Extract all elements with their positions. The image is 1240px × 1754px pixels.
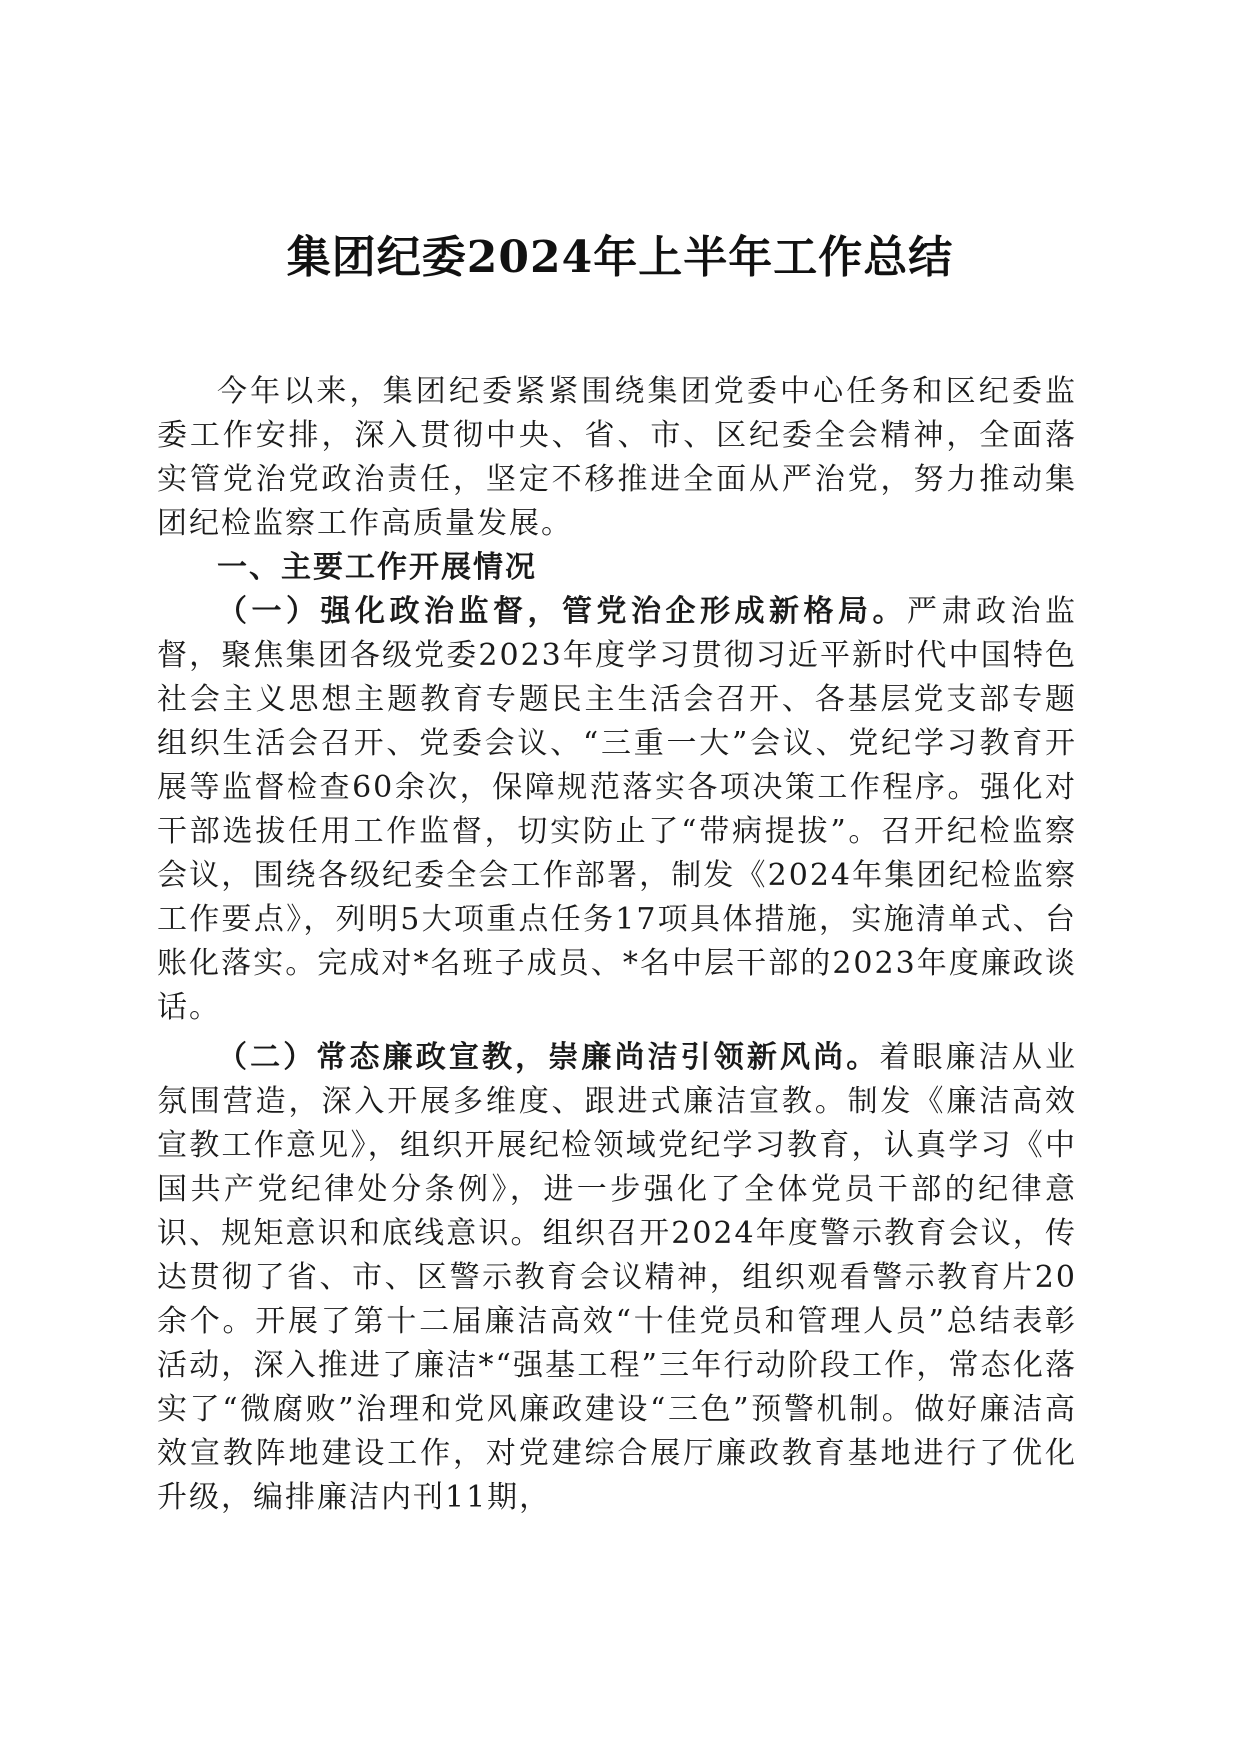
item-1-body: 严肃政治监督，聚焦集团各级党委2023年度学习贯彻习近平新时代中国特色社会主义思想主题教育专题民主生活会召开、各基层党支部专题组织生活会召开、党委会议、“三重一大”会议、党纪学习教育开展等监督检查60余次，保障规范落实各项决策工作程序。强化对干部选拔任用工作监督，切实防止了“带病提拔”。召开纪检监察会议，围绕各级纪委全会工作部署，制发《2024年集团纪检监察工作要点》，列明5大项重点任务17项具体措施，实施清单式、台账化落实。完成对*名班子成员、*名中层干部的2023年度廉政谈话。 (157, 594, 1077, 1025)
section-heading: 一、主要工作开展情况 (217, 550, 537, 585)
item-2-heading: （二）常态廉政宣教，崇廉尚洁引领新风尚。 (217, 1040, 880, 1075)
document-title: 集团纪委2024年上半年工作总结 (286, 232, 954, 283)
document-body (157, 370, 1077, 1520)
item-1-paragraph (157, 590, 1077, 1030)
item-1-heading: （一）强化政治监督，管党治企形成新格局。 (217, 594, 907, 629)
item-2-body: 着眼廉洁从业氛围营造，深入开展多维度、跟进式廉洁宣教。制发《廉洁高效宣教工作意见》，组织开展纪检领域党纪学习教育，认真学习《中国共产党纪律处分条例》，进一步强化了全体党员干部的纪律意识、规矩意识和底线意识。组织召开2024年度警示教育会议，传达贯彻了省、市、区警示教育会议精神，组织观看警示教育片20余个。开展了第十二届廉洁高效“十佳党员和管理人员”总结表彰活动，深入推进了廉洁*“强基工程”三年行动阶段工作，常态化落实了“微腐败”治理和党风廉政建设“三色”预警机制。做好廉洁高效宣教阵地建设工作，对党建综合展厅廉政教育基地进行了优化升级，编排廉洁内刊11期， (157, 1040, 1078, 1515)
intro-paragraph: 今年以来，集团纪委紧紧围绕集团党委中心任务和区纪委监委工作安排，深入贯彻中央、省、市、区纪委全会精神，全面落实管党治党政治责任，坚定不移推进全面从严治党，努力推动集团纪检监察工作高质量发展。 (157, 374, 1077, 541)
item-2-paragraph (157, 1036, 1077, 1520)
